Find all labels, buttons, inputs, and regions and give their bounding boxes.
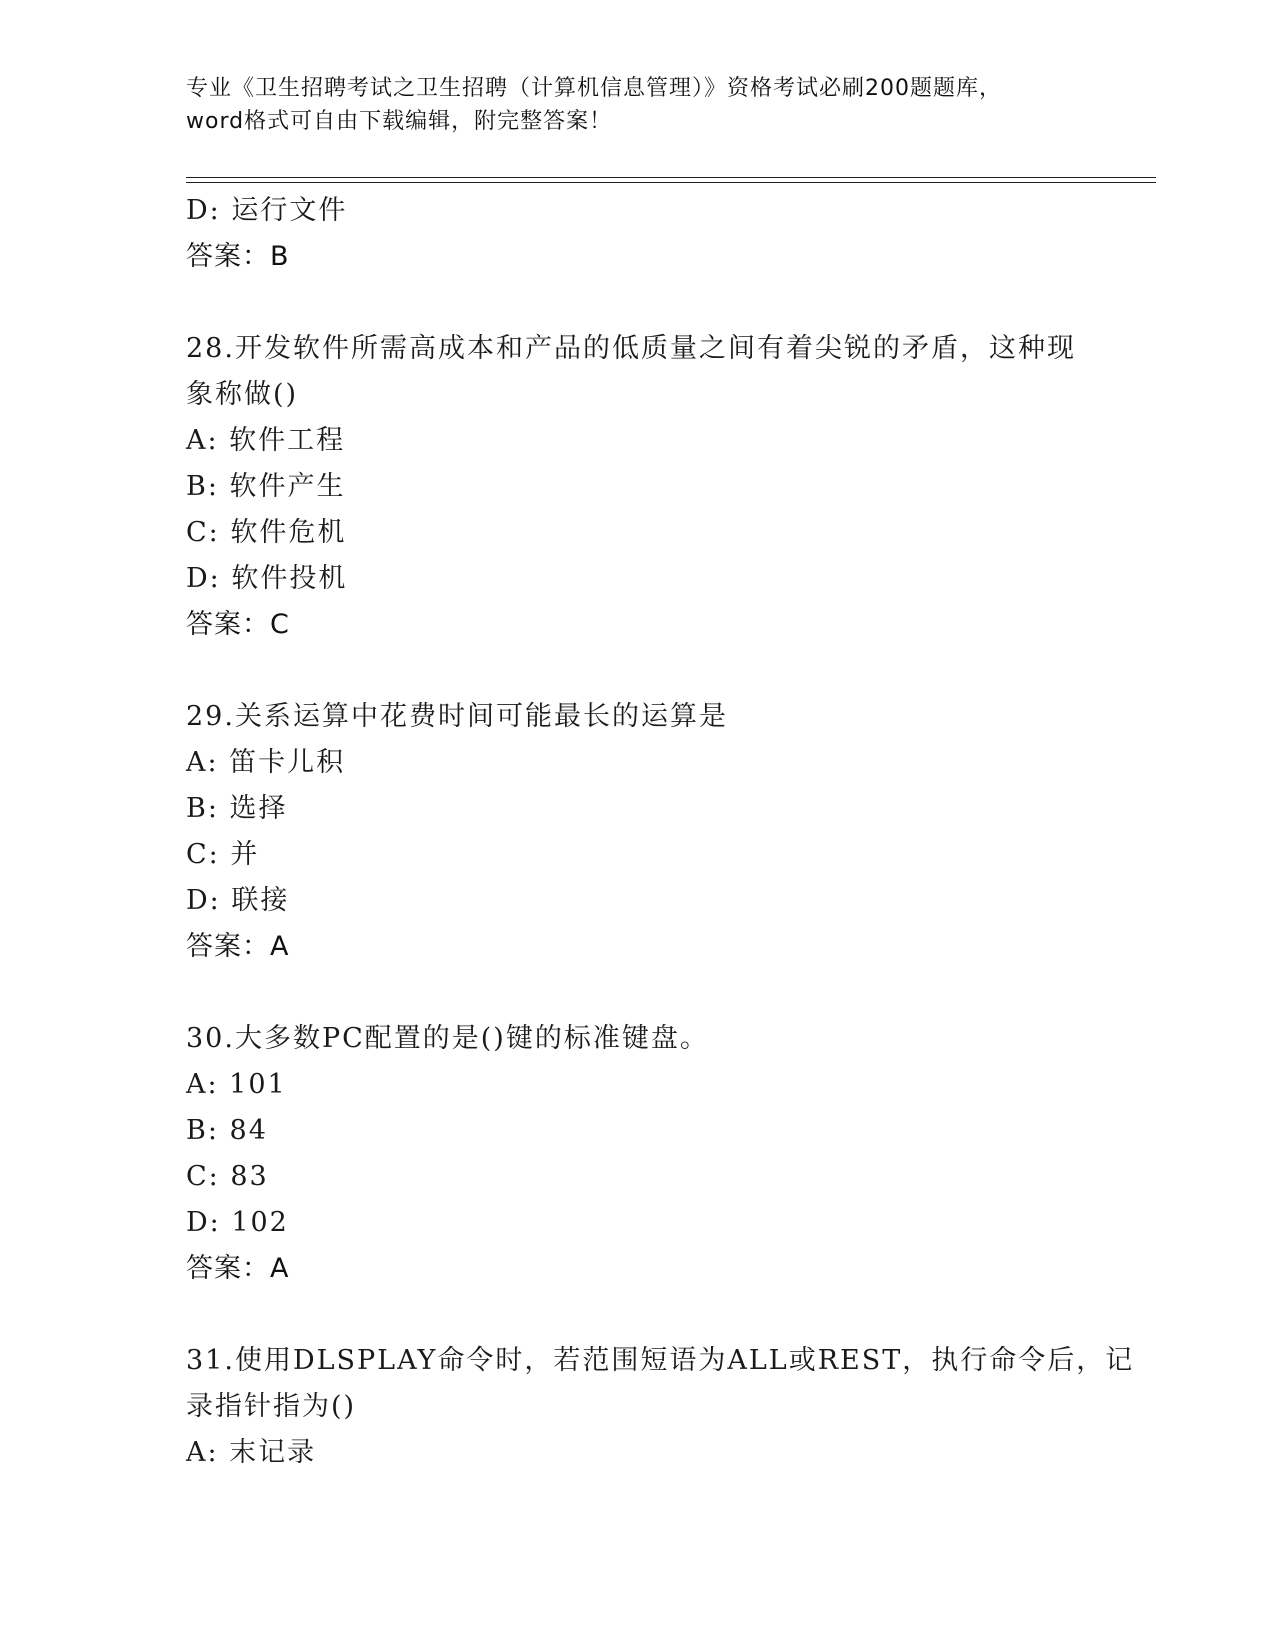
option-a: A: 末记录 [186, 1437, 317, 1468]
option-d: D: 软件投机 [186, 563, 348, 594]
question-block-28 [186, 326, 1086, 648]
spacer [186, 648, 1086, 694]
option-a: A: 101 [186, 1069, 287, 1100]
option-d: D: 联接 [186, 885, 290, 916]
question-stem-line: 29.关系运算中花费时间可能最长的运算是 [186, 701, 728, 732]
question-stem-line: 28.开发软件所需高成本和产品的低质量之间有着尖锐的矛盾，这种现 [186, 333, 1076, 364]
question-stem-line: 30.大多数PC配置的是()键的标准键盘。 [186, 1023, 709, 1054]
answer-line: 答案：A [186, 931, 290, 962]
option-c: C: 83 [186, 1161, 269, 1192]
spacer [186, 280, 1086, 326]
option-d: D: 102 [186, 1207, 289, 1238]
answer-line: 答案：B [186, 241, 290, 272]
option-c: C: 并 [186, 839, 260, 870]
document-header [186, 72, 1086, 138]
question-stem-line: 录指针指为() [186, 1391, 357, 1422]
header-divider-bottom [186, 182, 1156, 183]
spacer [186, 970, 1086, 1016]
header-title-line-1: 专业《卫生招聘考试之卫生招聘（计算机信息管理）》资格考试必刷200题题库， [186, 76, 1002, 101]
header-title-line-2: word格式可自由下载编辑，附完整答案！ [186, 109, 613, 134]
option-b: B: 选择 [186, 793, 288, 824]
spacer [186, 1292, 1086, 1338]
question-block-29 [186, 694, 1086, 970]
option-b: B: 软件产生 [186, 471, 346, 502]
option-a: A: 笛卡儿积 [186, 747, 346, 778]
option-d: D: 运行文件 [186, 195, 348, 226]
question-list [186, 188, 1135, 1476]
option-a: A: 软件工程 [186, 425, 346, 456]
header-divider-top [186, 177, 1156, 178]
option-b: B: 84 [186, 1115, 268, 1146]
question-stem-line: 象称做() [186, 379, 299, 410]
question-block-31 [186, 1338, 1135, 1476]
question-stem-line: 31.使用DLSPLAY命令时，若范围短语为ALL或REST，执行命令后，记 [186, 1345, 1135, 1376]
answer-line: 答案：A [186, 1253, 290, 1284]
answer-line: 答案：C [186, 609, 290, 640]
question-block-30 [186, 1016, 1086, 1292]
option-c: C: 软件危机 [186, 517, 347, 548]
